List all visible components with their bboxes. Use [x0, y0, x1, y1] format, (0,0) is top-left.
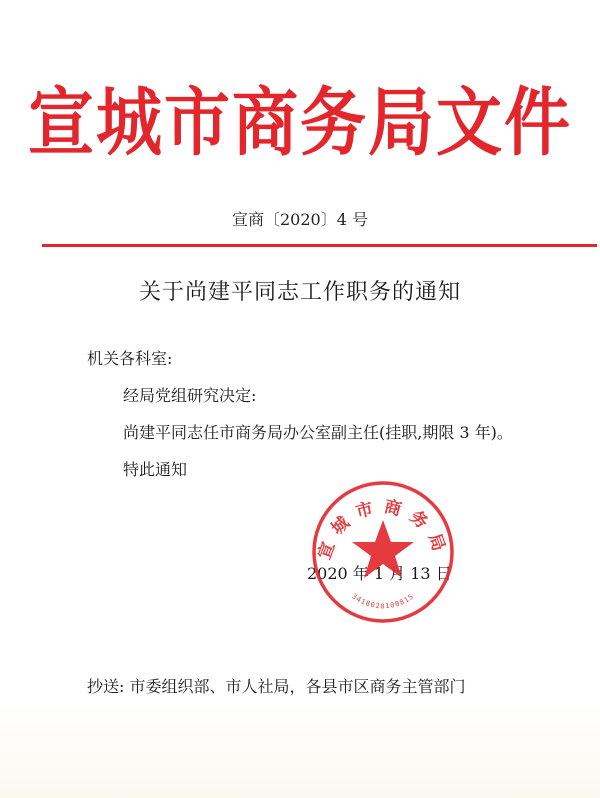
seal-code-text: 3418020100815: [350, 592, 416, 611]
document-header-title: 宣城市商务局文件: [28, 78, 572, 166]
body-paragraph-2: 尚建平同志任市商务局办公室副主任(挂职,期限 3 年)。: [123, 423, 513, 442]
seal-name-text: 宣城市商务局: [314, 496, 452, 563]
body-paragraph-1: 经局党组研究决定:: [123, 386, 257, 405]
cc-list: 抄送: 市委组织部、市人社局，各县市区商务主管部门: [87, 677, 466, 696]
body-paragraph-3: 特此通知: [123, 460, 188, 479]
official-seal: [309, 478, 457, 626]
document-number: 宣商〔2020〕4 号: [232, 210, 368, 229]
addressee: 机关各科室:: [87, 349, 173, 368]
document-heading: 关于尚建平同志工作职务的通知: [138, 280, 461, 305]
issue-date: 2020 年 1 月 13 日: [307, 564, 452, 583]
star-icon: [352, 520, 414, 578]
header-divider: [42, 244, 597, 247]
